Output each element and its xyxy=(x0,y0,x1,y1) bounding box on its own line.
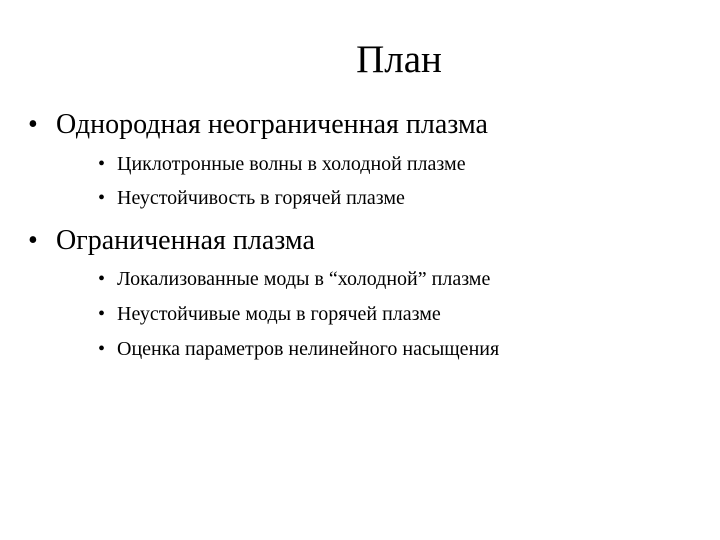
section-2-item-2 xyxy=(98,301,441,327)
list-item: Неустойчивые моды в горячей плазме xyxy=(117,303,441,325)
bullet-icon: • xyxy=(28,109,38,140)
list-item: Циклотронные волны в холодной плазме xyxy=(117,153,466,175)
list-item: Неустойчивость в горячей плазме xyxy=(117,187,405,209)
section-1-item-2 xyxy=(98,185,405,211)
bullet-icon: • xyxy=(98,303,106,325)
list-item: Оценка параметров нелинейного насыщения xyxy=(117,338,500,360)
section-1 xyxy=(28,108,488,142)
bullet-icon: • xyxy=(98,268,106,290)
section-2 xyxy=(28,224,315,258)
section-2-item-1 xyxy=(98,266,490,292)
section-2-heading: Ограниченная плазма xyxy=(56,225,315,256)
slide-title: План xyxy=(356,38,442,81)
bullet-icon: • xyxy=(98,338,106,360)
bullet-icon: • xyxy=(98,153,106,175)
list-item: Локализованные моды в “холодной” плазме xyxy=(117,268,491,290)
section-1-item-1 xyxy=(98,151,466,177)
section-2-item-3 xyxy=(98,336,499,362)
bullet-icon: • xyxy=(98,187,106,209)
section-1-heading: Однородная неограниченная плазма xyxy=(56,109,488,140)
bullet-icon: • xyxy=(28,225,38,256)
